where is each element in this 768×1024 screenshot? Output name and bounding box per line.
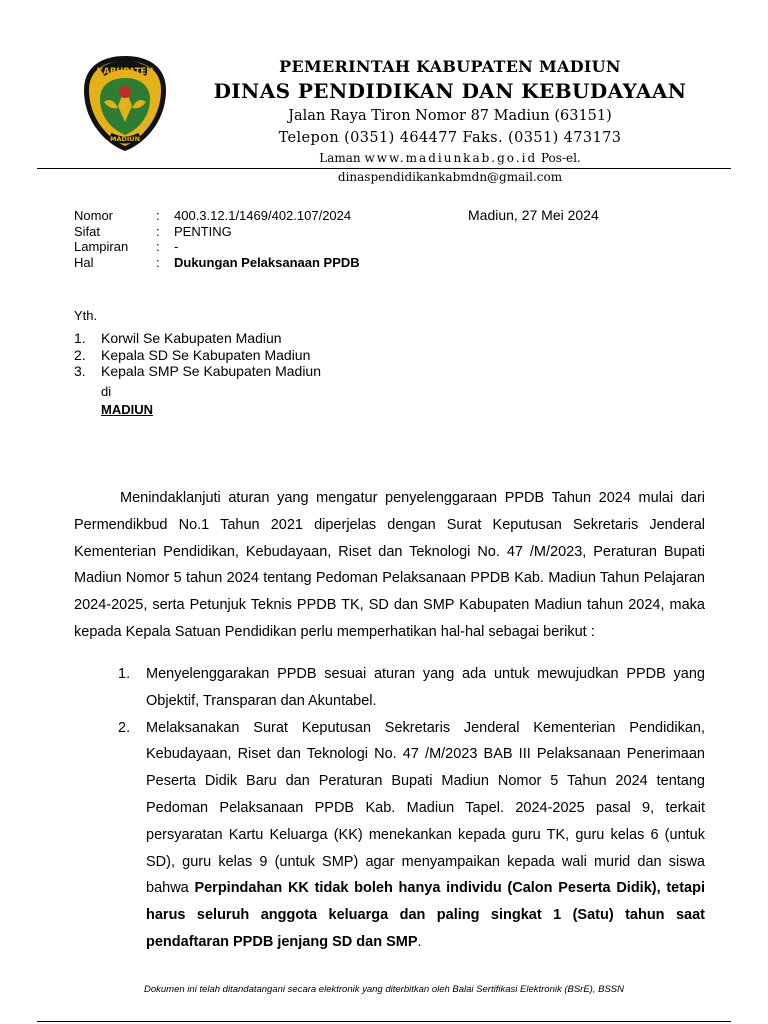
meta-row-hal [74, 255, 360, 271]
recipient-item [74, 330, 321, 347]
meta-row-lampiran [74, 239, 360, 255]
meta-value: 400.3.12.1/1469/402.107/2024 [174, 208, 352, 223]
point-number: 2. [118, 719, 131, 736]
point-text: Menyelenggarakan PPDB sesuai aturan yang ada untuk mewujudkan PPDB yang Objektif, Transparan dan Akuntabel. [146, 666, 705, 709]
e-signature-footer: Dokumen ini telah ditandatangani secara elektronik yang diterbitkan oleh Balai Sertifikasi Elektronik (BSrE), BSSN [144, 984, 624, 995]
bottom-divider [37, 1021, 731, 1022]
meta-separator: : [156, 239, 160, 254]
recipient-text: Korwil Se Kabupaten Madiun [101, 330, 282, 346]
meta-row-nomor [74, 208, 360, 224]
letter-date: Madiun, 27 Mei 2024 [468, 207, 599, 223]
subject-text: Dukungan Pelaksanaan PPDB [174, 254, 360, 270]
letterhead-department: DINAS PENDIDIKAN DAN KEBUDAYAAN [213, 79, 687, 103]
point-item-1 [118, 661, 705, 715]
recipient-di: di [101, 384, 112, 399]
meta-value: PENTING [174, 223, 232, 239]
recipient-text: Kepala SD Se Kabupaten Madiun [101, 346, 311, 363]
meta-value: - [174, 239, 179, 254]
meta-label: Lampiran [74, 239, 129, 254]
meta-row-sifat [74, 224, 360, 240]
meta-label: Hal [74, 254, 94, 270]
point-text-emphasis: Perpindahan KK tidak boleh hanya individu (Calon Peserta Didik), tetapi harus seluruh anggota keluarga dan paling singkat 1 (Satu) tahun saat pendaftaran PPDB jenjang SD dan SMP [146, 880, 705, 950]
meta-separator: : [156, 223, 160, 239]
website-prefix: Laman [319, 151, 361, 165]
recipient-item [74, 363, 321, 380]
point-item-2 [118, 715, 705, 956]
recipient-number: 2. [74, 346, 86, 363]
recipient-number: 1. [74, 330, 86, 346]
meta-separator: : [156, 208, 160, 223]
point-text-normal: Melaksanakan Surat Keputusan Sekretaris Jenderal Kementerian Pendidikan, Kebudayaan, Riset dan Teknologi No. 47 /M/2023 BAB III Pelaksanaan Penerimaan Peserta Didik Baru dan Peraturan Bupati Madiun Nomor 5 Tahun 2024 tentang Pedoman Pelaksanaan PPDB Kab. Madiun Tapel. 2024-2025 pasal 9, terkait persyaratan Kartu Keluarga (KK) menekankan kepada guru TK, guru kelas 6 (untuk SD), guru kelas 9 (untuk SMP) agar menyampaikan kepada wali murid dan siswa bahwa [146, 719, 705, 897]
website-link[interactable]: www.madiunkab.go.id [364, 151, 538, 165]
letterhead-divider [37, 168, 731, 169]
meta-separator: : [156, 254, 160, 270]
meta-label: Sifat [74, 223, 101, 239]
salutation: Yth. [74, 308, 98, 323]
points-list [118, 661, 705, 956]
letterhead-address: Jalan Raya Tiron Nomor 87 Madiun (63151) [288, 108, 612, 124]
email-link[interactable]: dinaspendidikankabmdn@gmail.com [337, 170, 563, 184]
letterhead-government: PEMERINTAH KABUPATEN MADIUN [279, 57, 621, 76]
seal-text-bottom: MADIUN [109, 135, 141, 143]
recipient-text: Kepala SMP Se Kabupaten Madiun [101, 363, 322, 379]
recipient-list [74, 330, 321, 380]
recipient-item [74, 347, 321, 364]
recipient-number: 3. [74, 363, 86, 379]
meta-value [174, 255, 360, 271]
letterhead-website-line [170, 151, 730, 165]
email-prefix: Pos-el. [540, 151, 581, 165]
meta-label: Nomor [74, 208, 114, 223]
intro-paragraph: Menindaklanjuti aturan yang mengatur penyelenggaraan PPDB Tahun 2024 mulai dari Permendikbud No.1 Tahun 2021 diperjelas dengan Surat Keputusan Sekretaris Jenderal Kementerian Pendidikan, Kebudayaan, Riset dan Teknologi No. 47 /M/2023, Peraturan Bupati Madiun Nomor 5 tahun 2024 tentang Pedoman Pelaksanaan PPDB Kab. Madiun Tahun Pelajaran 2024-2025, serta Petunjuk Teknis PPDB TK, SD dan SMP Kabupaten Madiun tahun 2024, maka kepada Kepala Satuan Pendidikan perlu memperhatikan hal-hal sebagai berikut : [74, 490, 705, 640]
kabupaten-madiun-seal-logo [80, 52, 170, 154]
letterhead-phone: Telepon (0351) 464477 Faks. (0351) 473173 [278, 130, 622, 146]
point-number: 1. [118, 666, 131, 682]
recipient-place: MADIUN [101, 402, 153, 417]
letter-meta [74, 208, 360, 270]
seal-text-top: KABUPATEN [96, 67, 154, 77]
point-text-tail: . [417, 933, 422, 950]
point-text [146, 715, 705, 956]
